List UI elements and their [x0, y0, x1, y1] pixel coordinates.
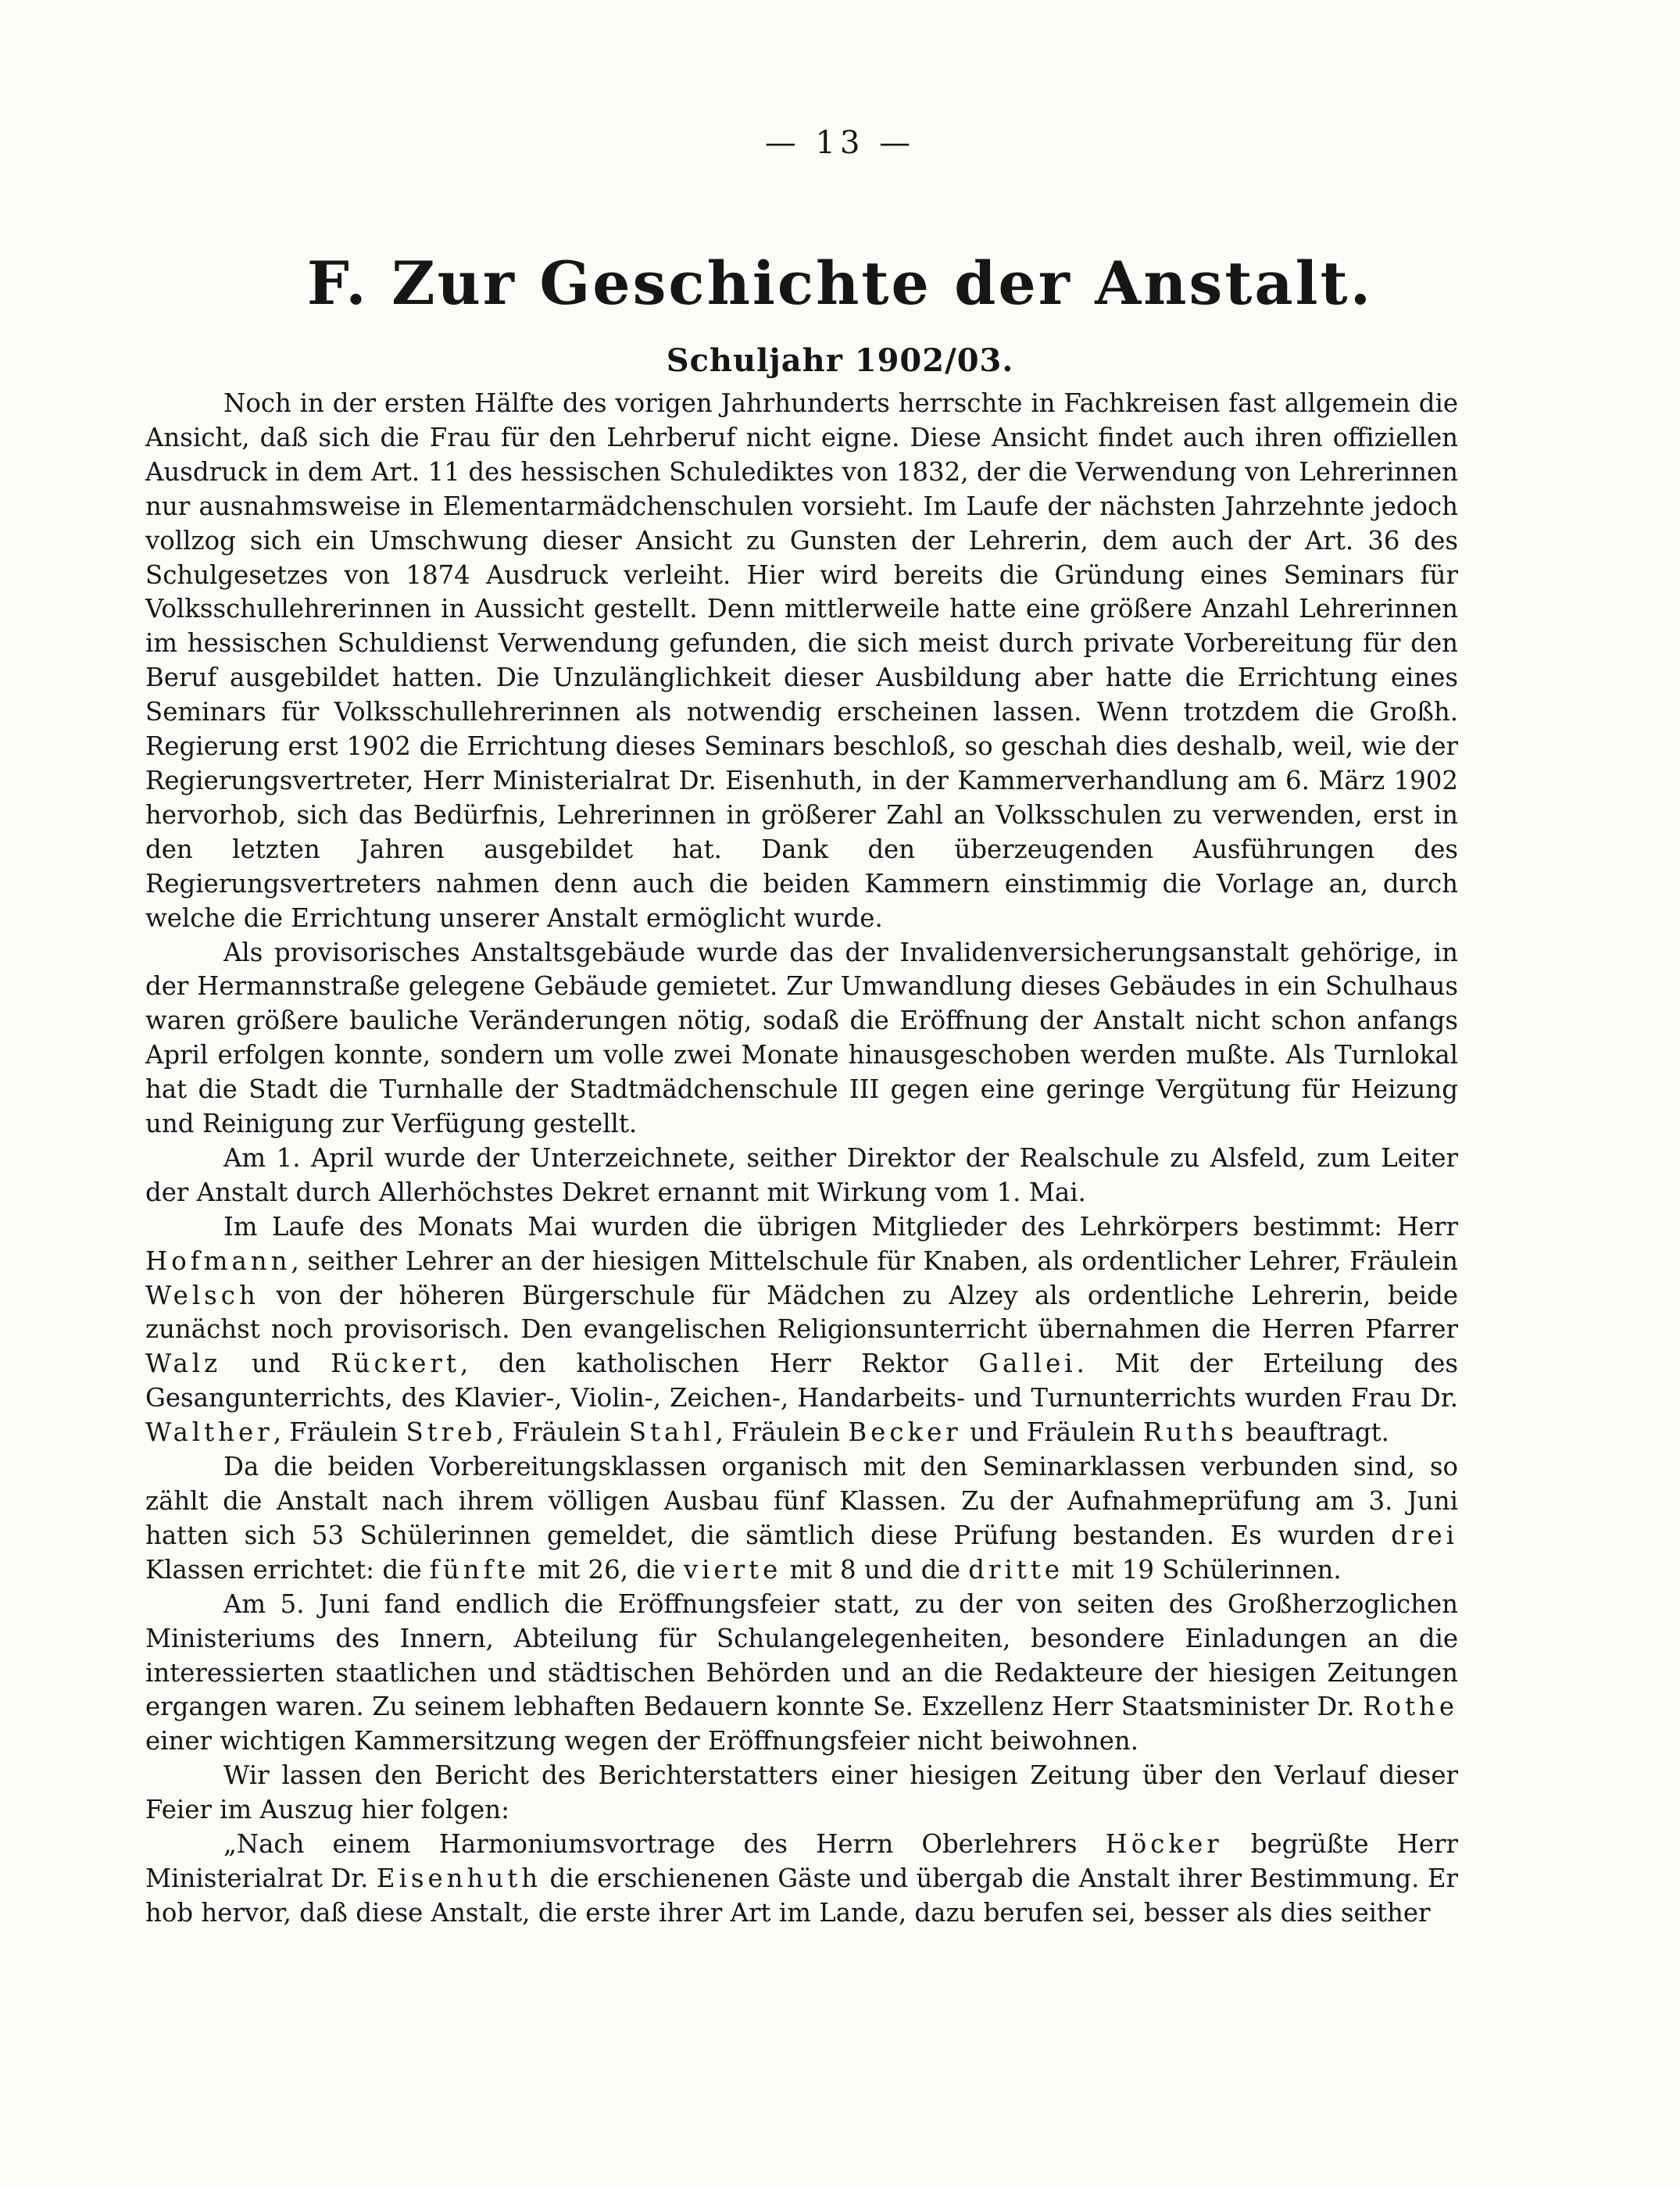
name-eisenhuth: Eisenhuth — [376, 1863, 542, 1893]
text-run: Am 5. Juni fand endlich die Eröffnungsfeier statt, zu der von seiten des Großherzoglichen Ministeriums des Innern, Abteilung für Schulangelegenheiten, besondere Einladungen an die interessierten staatlichen und städtischen Behörden und an die Redakteure der hiesigen Zeitungen ergangen waren. Zu seinem lebhaften Bedauern konnte Se. Exzellenz Herr Staatsminister Dr. — [145, 1588, 1458, 1722]
paragraph-quote — [145, 1828, 1458, 1931]
paragraph-building: Als provisorisches Anstaltsgebäude wurde das der Invalidenversicherungsanstalt gehörige, in der Hermannstraße gelegene Gebäude gemietet. Zur Umwandlung dieses Gebäudes in ein Schulhaus waren größere bauliche Veränderungen nötig, sodaß die Eröffnung der Anstalt nicht schon anfangs April erfolgen konnte, sondern um volle zwei Monate hinausgeschoben werden mußte. Als Turnlokal hat die Stadt die Turnhalle der Stadtmädchenschule III gegen eine geringe Vergütung für Heizung und Reinigung zur Verfügung gestellt. — [145, 937, 1458, 1139]
name-ruths: Ruths — [1143, 1417, 1238, 1448]
text-run: Da die beiden Vorbereitungsklassen organisch mit den Seminarklassen verbunden sind, so zählt die Anstalt nach ihrem völligen Ausbau fünf Klassen. Zu der Aufnahmeprüfung am 3. Juni hatten sich 53 Schülerinnen gemeldet, die sämtlich diese Prüfung bestanden. Es wurden — [145, 1452, 1458, 1550]
section-subtitle: Schuljahr 1902/03. — [666, 342, 1014, 379]
emphasis-fuenfte: fünfte — [429, 1554, 530, 1585]
text-run: und Fräulein — [961, 1417, 1144, 1448]
text-run: . Mit der Erteilung des Gesangunterrichts, des Klavier-, Violin-, Zeichen-, Handarbeits- und Turnunterrichts wurden Frau Dr. — [145, 1349, 1459, 1413]
name-hofmann: Hofmann — [145, 1245, 291, 1276]
paragraph-history: Noch in der ersten Hälfte des vorigen Jahrhunderts herrschte in Fachkreisen fast allgemein die Ansicht, daß sich die Frau für den Lehrberuf nicht eigne. Diese Ansicht findet auch ihren offiziellen Ausdruck in dem Art. 11 des hessischen Schulediktes von 1832, der die Verwendung von Lehrerinnen nur ausnahmsweise in Elementarmädchenschulen vorsieht. Im Laufe der nächsten Jahrzehnte jedoch vollzog sich ein Umschwung dieser Ansicht zu Gunsten der Lehrerin, dem auch der Art. 36 des Schulgesetzes von 1874 Ausdruck verleiht. Hier wird bereits die Gründung eines Seminars für Volksschullehrerinnen in Aussicht gestellt. Denn mittlerweile hatte eine größere Anzahl Lehrerinnen im hessischen Schuldienst Verwendung gefunden, die sich meist durch private Vorbereitung für den Beruf ausgebildet hatten. Die Unzulänglichkeit dieser Ausbildung aber hatte die Errichtung eines Seminars für Volksschullehrerinnen als notwendig erscheinen lassen. Wenn trotzdem die Großh. Regierung erst 1902 die Errichtung dieses Seminars beschloß, so geschah dies deshalb, weil, wie der Regierungsvertreter, Herr Ministerialrat Dr. Eisenhuth, in der Kammerverhandlung am 6. März 1902 hervorhob, sich das Bedürfnis, Lehrerinnen in größerer Zahl an Volksschulen zu verwenden, erst in den letzten Jahren ausgebildet hat. Dank den überzeugenden Ausführungen des Regierungsvertreters nahmen denn auch die beiden Kammern einstimmig die Vorlage an, durch welche die Errichtung unserer Anstalt ermöglicht wurde. — [145, 388, 1458, 933]
name-streb: Streb — [406, 1417, 497, 1448]
text-run: und — [221, 1349, 331, 1379]
body-text — [145, 387, 1458, 1931]
text-run: , seither Lehrer an der hiesigen Mittelschule für Knaben, als ordentlicher Lehrer, Fräulein — [291, 1245, 1458, 1276]
name-rothe: Rothe — [1363, 1692, 1458, 1722]
paragraph-faculty — [145, 1210, 1458, 1450]
paragraph-report-intro: Wir lassen den Bericht des Berichterstatters einer hiesigen Zeitung über den Verlauf dieser Feier im Auszug hier folgen: — [145, 1760, 1458, 1825]
text-run: die erschienenen Gäste und übergab die Anstalt ihrer Bestimmung. Er hob hervor, daß diese Anstalt, die erste ihrer Art im Lande, dazu berufen sei, besser als dies seither — [145, 1863, 1458, 1928]
paragraph-opening — [145, 1588, 1458, 1760]
emphasis-dritte: dritte — [968, 1554, 1064, 1585]
text-run: , Fräulein — [496, 1417, 629, 1448]
text-run: , Fräulein — [273, 1417, 406, 1448]
text-run: Im Laufe des Monats Mai wurden die übrigen Mitglieder des Lehrkörpers bestimmt: Herr — [223, 1211, 1458, 1242]
text-run: „Nach einem Harmoniumsvortrage des Herrn Oberlehrers — [223, 1829, 1106, 1860]
name-welsch: Welsch — [145, 1280, 259, 1310]
text-run: von der höheren Bürgerschule für Mädchen zu Alzey als ordentliche Lehrerin, beide zunächst noch provisorisch. Den evangelischen Religionsunterricht übernahmen die Herren Pfarrer — [145, 1280, 1458, 1345]
section-title: F. Zur Geschichte der Anstalt. — [306, 248, 1374, 318]
page-number: — 13 — — [764, 125, 916, 161]
paragraph-classes — [145, 1450, 1458, 1588]
text-run: , Fräulein — [715, 1417, 849, 1448]
name-walther: Walther — [145, 1417, 273, 1448]
text-run: mit 8 und die — [781, 1554, 969, 1585]
name-stahl: Stahl — [628, 1417, 716, 1448]
text-run: mit 26, die — [529, 1554, 684, 1585]
name-gallei: Gallei — [978, 1349, 1077, 1379]
text-run: begrüßte Herr Ministerialrat Dr. — [145, 1829, 1459, 1893]
emphasis-drei: drei — [1391, 1520, 1458, 1550]
text-run: Klassen errichtet: die — [145, 1554, 430, 1585]
emphasis-vierte: vierte — [683, 1554, 782, 1585]
text-run: mit 19 Schülerinnen. — [1063, 1554, 1342, 1585]
text-run: beauftragt. — [1237, 1417, 1389, 1448]
text-run: einer wichtigen Kammersitzung wegen der Eröffnungsfeier nicht beiwohnen. — [145, 1726, 1139, 1756]
name-rueckert: Rückert — [331, 1349, 460, 1379]
name-becker: Becker — [848, 1417, 962, 1448]
paragraph-director: Am 1. April wurde der Unterzeichnete, seither Direktor der Realschule zu Alsfeld, zum Leiter der Anstalt durch Allerhöchstes Dekret ernannt mit Wirkung vom 1. Mai. — [145, 1142, 1458, 1207]
text-run: , den katholischen Herr Rektor — [459, 1349, 979, 1379]
name-hoecker: Höcker — [1105, 1829, 1223, 1860]
name-walz: Walz — [145, 1349, 222, 1379]
